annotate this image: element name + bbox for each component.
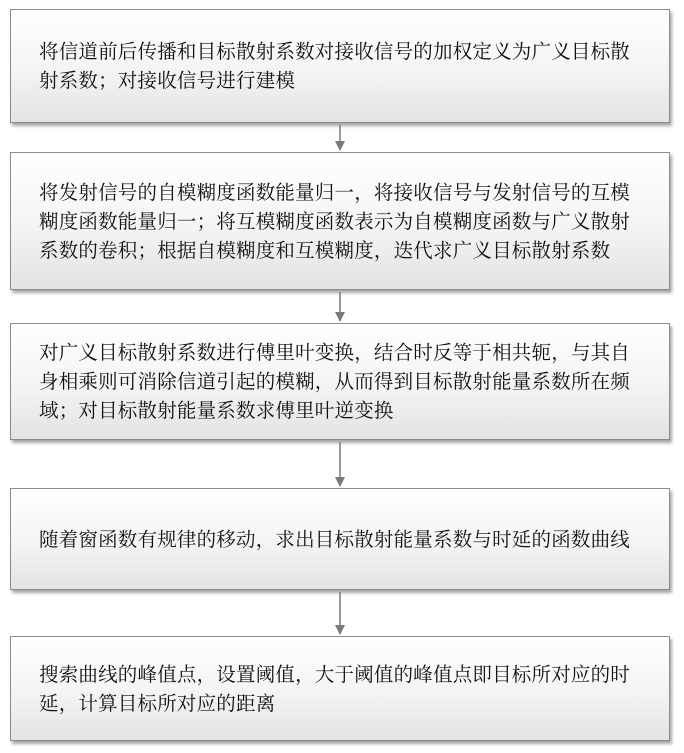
flow-step-1-text: 将信道前后传播和目标散射系数对接收信号的加权定义为广义目标散射系数；对接收信号进行建模 xyxy=(39,40,631,92)
flow-step-4-text: 随着窗函数有规律的移动，求出目标散射能量系数与时延的函数曲线 xyxy=(39,527,631,551)
flow-step-2-text: 将发射信号的自模糊度函数能量归一，将接收信号与发射信号的互模糊度函数能量归一；将互模糊度函数表示为自模糊度函数与广义散射系数的卷积；根据自模糊度和互模糊度，迭代求广义目标散射系数 xyxy=(39,180,631,262)
flow-step-5-text: 搜索曲线的峰值点，设置阈值，大于阈值的峰值点即目标所对应的时延，计算目标所对应的距离 xyxy=(39,662,631,715)
flow-step-3-text: 对广义目标散射系数进行傅里叶变换，结合时反等于相共轭，与其自身相乘则可消除信道引起的模糊，从而得到目标散射能量系数所在频域；对目标散射能量系数求傅里叶逆变换 xyxy=(39,341,631,422)
